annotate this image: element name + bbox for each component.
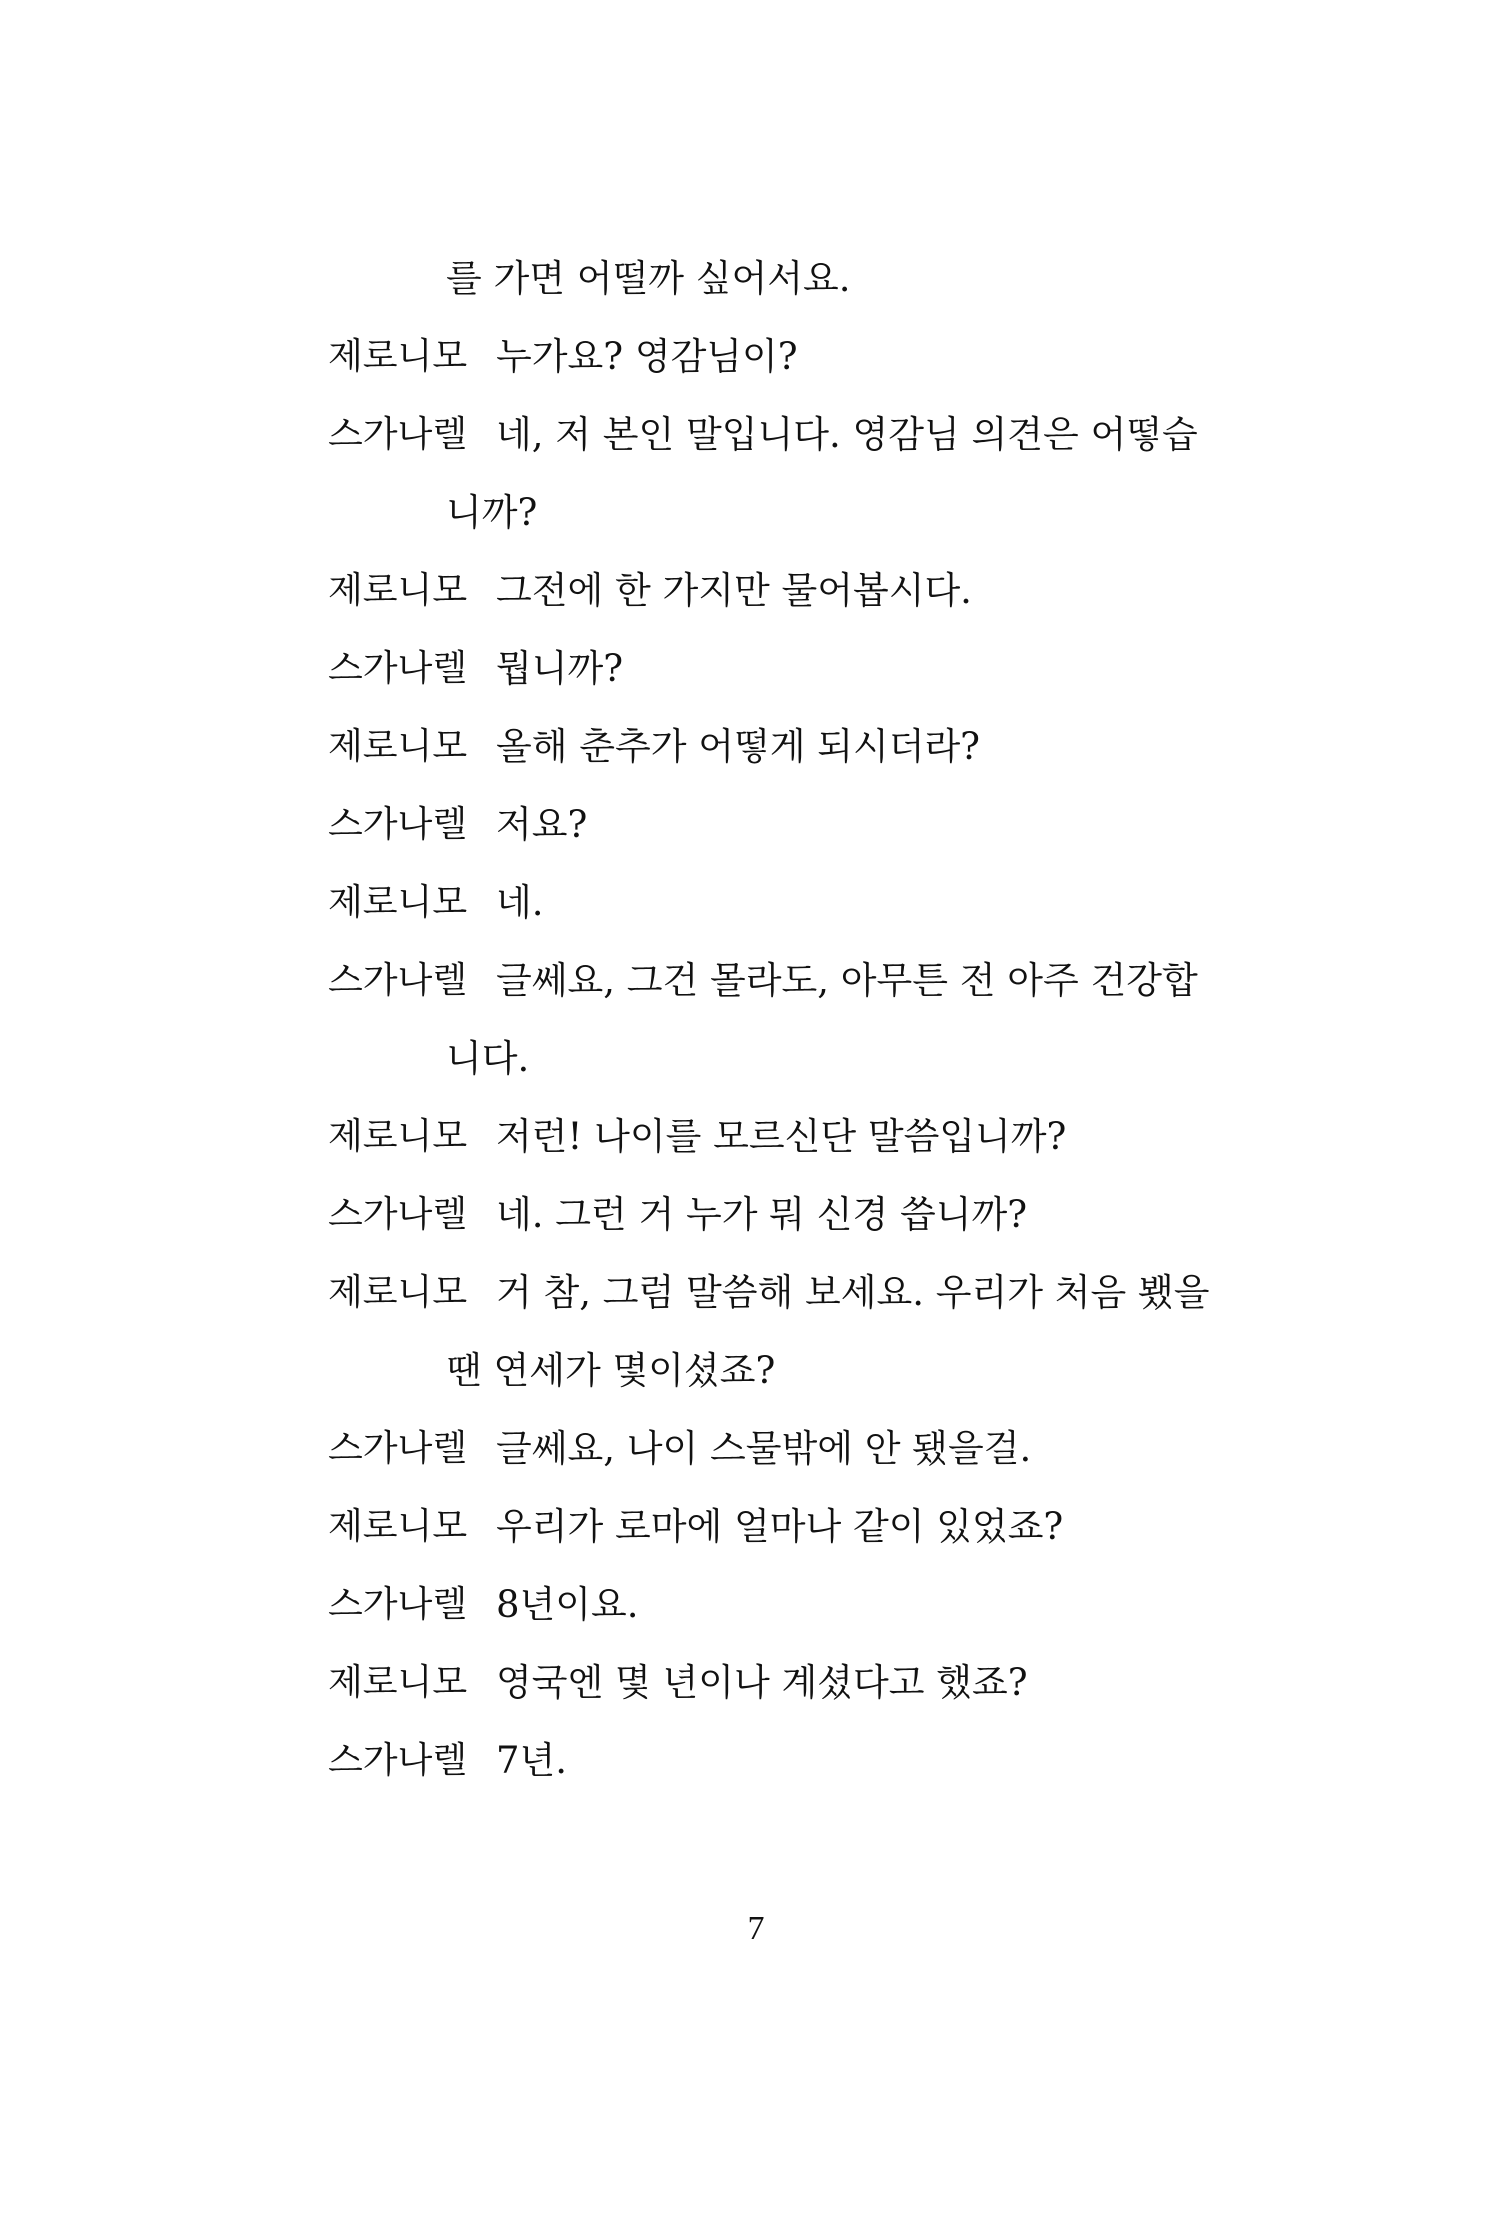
speaker-name: 제로니모	[328, 570, 468, 611]
speaker-name: 제로니모	[328, 726, 468, 767]
dialogue-continuation	[328, 474, 1248, 552]
dialogue-text: 누가요? 영감님이?	[496, 335, 798, 378]
dialogue-text: 를 가면 어떨까 싶어서요.	[446, 257, 851, 300]
dialogue-continuation	[328, 1020, 1248, 1098]
dialogue-line	[328, 786, 1248, 864]
dialogue-line	[328, 942, 1248, 1020]
dialogue-text: 우리가 로마에 얼마나 같이 있었죠?	[496, 1505, 1064, 1548]
dialogue-line	[328, 1254, 1248, 1332]
dialogue-line	[328, 1410, 1248, 1488]
speaker-name: 스가나렐	[328, 960, 468, 1001]
dialogue-text: 저런! 나이를 모르신단 말씀입니까?	[496, 1115, 1067, 1158]
dialogue-text: 글쎄요, 그건 몰라도, 아무튼 전 아주 건강합	[496, 959, 1198, 1002]
dialogue-continuation	[328, 240, 1248, 318]
speaker-name: 제로니모	[328, 882, 468, 923]
dialogue-continuation	[328, 1332, 1248, 1410]
dialogue-line	[328, 708, 1248, 786]
dialogue-text: 영국엔 몇 년이나 계셨다고 했죠?	[496, 1661, 1028, 1704]
dialogue-text: 니까?	[446, 491, 538, 534]
dialogue-text: 네.	[496, 881, 544, 924]
dialogue-text: 7년.	[496, 1739, 568, 1782]
dialogue-text: 올해 춘추가 어떻게 되시더라?	[496, 725, 981, 768]
dialogue-line	[328, 1722, 1248, 1800]
speaker-name: 제로니모	[328, 336, 468, 377]
dialogue-text: 네. 그런 거 누가 뭐 신경 씁니까?	[496, 1193, 1028, 1236]
dialogue-text: 니다.	[446, 1037, 530, 1080]
dialogue-line	[328, 552, 1248, 630]
speaker-name: 제로니모	[328, 1662, 468, 1703]
dialogue-text: 글쎄요, 나이 스물밖에 안 됐을걸.	[496, 1427, 1032, 1470]
dialogue-line	[328, 396, 1248, 474]
dialogue-text: 8년이요.	[496, 1583, 639, 1626]
dialogue-line	[328, 1566, 1248, 1644]
speaker-name: 스가나렐	[328, 414, 468, 455]
dialogue-line	[328, 1098, 1248, 1176]
dialogue-text: 네, 저 본인 말입니다. 영감님 의견은 어떻습	[496, 413, 1198, 456]
speaker-name: 스가나렐	[328, 804, 468, 845]
speaker-name: 스가나렐	[328, 648, 468, 689]
dialogue-text: 그전에 한 가지만 물어봅시다.	[496, 569, 972, 612]
dialogue-line	[328, 1644, 1248, 1722]
dialogue-text: 거 참, 그럼 말씀해 보세요. 우리가 처음 뵀을	[496, 1271, 1210, 1314]
dialogue-line	[328, 1176, 1248, 1254]
speaker-name: 제로니모	[328, 1272, 468, 1313]
speaker-name: 스가나렐	[328, 1428, 468, 1469]
speaker-name: 제로니모	[328, 1506, 468, 1547]
speaker-name: 스가나렐	[328, 1584, 468, 1625]
dialogue-text: 뭡니까?	[496, 647, 624, 690]
dialogue-text: 땐 연세가 몇이셨죠?	[446, 1349, 776, 1392]
speaker-name: 스가나렐	[328, 1740, 468, 1781]
dialogue-text: 저요?	[496, 803, 588, 846]
dialogue-line	[328, 864, 1248, 942]
dialogue-line	[328, 1488, 1248, 1566]
dialogue-line	[328, 318, 1248, 396]
speaker-name: 스가나렐	[328, 1194, 468, 1235]
script-dialogue	[328, 240, 1248, 1800]
speaker-name: 제로니모	[328, 1116, 468, 1157]
dialogue-line	[328, 630, 1248, 708]
page-number: 7	[747, 1910, 765, 1947]
